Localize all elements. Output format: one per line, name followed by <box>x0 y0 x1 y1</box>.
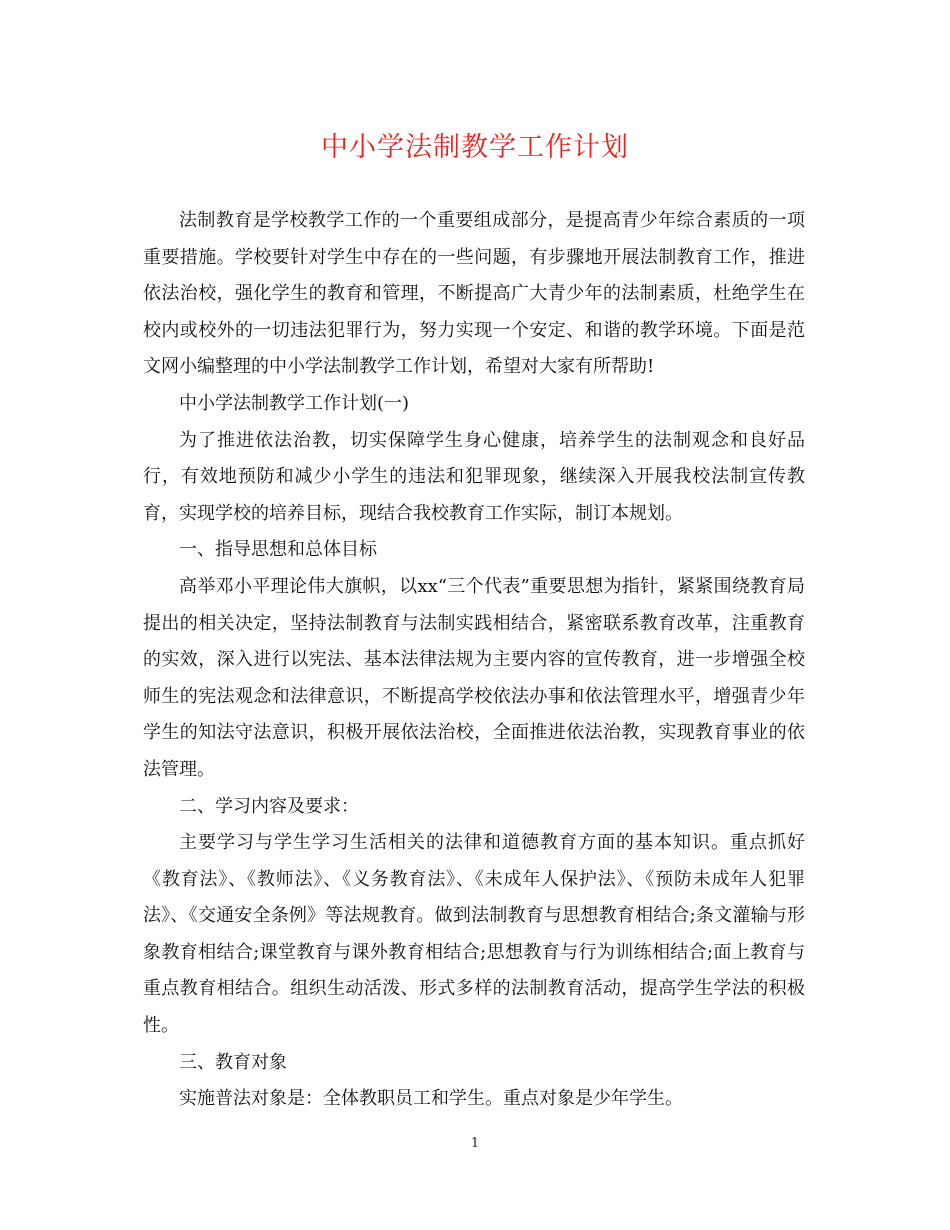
page-number: 1 <box>470 1136 480 1151</box>
paragraph-plan-purpose: 为了推进依法治教，切实保障学生身心健康，培养学生的法制观念和良好品行，有效地预防和减少小学生的违法和犯罪现象，继续深入开展我校法制宣传教育，实现学校的培养目标，现结合我校教育工作实际，制订本规划。 <box>143 429 805 524</box>
paragraph-study-content: 主要学习与学生学习生活相关的法律和道德教育方面的基本知识。重点抓好《教育法》、《教师法》、《义务教育法》、《未成年人保护法》、《预防未成年人犯罪法》、《交通安全条例》等法规教育。做到法制教育与思想教育相结合;条文灌输与形象教育相结合;课堂教育与课外教育相结合;思想教育与行为训练相结合;面上教育与重点教育相结合。组织生动活泼、形式多样的法制教育活动，提高学生学法的积极性。 <box>143 832 805 1037</box>
document-body <box>143 203 805 1118</box>
section-heading-study-content: 二、学习内容及要求： <box>179 795 359 817</box>
section-heading-education-target: 三、教育对象 <box>179 1051 287 1073</box>
section-heading-guiding-ideology: 一、指导思想和总体目标 <box>179 539 377 561</box>
paragraph-education-target: 实施普法对象是：全体教职员工和学生。重点对象是少年学生。 <box>179 1088 683 1110</box>
paragraph-intro: 法制教育是学校教学工作的一个重要组成部分，是提高青少年综合素质的一项重要措施。学校要针对学生中存在的一些问题，有步骤地开展法制教育工作，推进依法治校，强化学生的教育和管理，不断提高广大青少年的法制素质，杜绝学生在校内或校外的一切违法犯罪行为，努力实现一个安定、和谐的教学环境。下面是范文网小编整理的中小学法制教学工作计划，希望对大家有所帮助! <box>143 210 805 378</box>
document-title: 中小学法制教学工作计划 <box>321 132 629 163</box>
paragraph-guiding-ideology: 高举邓小平理论伟大旗帜，以xx“三个代表”重要思想为指针，紧紧围绕教育局提出的相关决定，坚持法制教育与法制实践相结合，紧密联系教育改革，注重教育的实效，深入进行以宪法、基本法律法规为主要内容的宣传教育，进一步增强全校师生的宪法观念和法律意识，不断提高学校依法办事和依法管理水平，增强青少年学生的知法守法意识，积极开展依法治校，全面推进依法治教，实现教育事业的依法管理。 <box>143 575 805 780</box>
section-heading-plan-one: 中小学法制教学工作计划(一) <box>179 392 410 414</box>
